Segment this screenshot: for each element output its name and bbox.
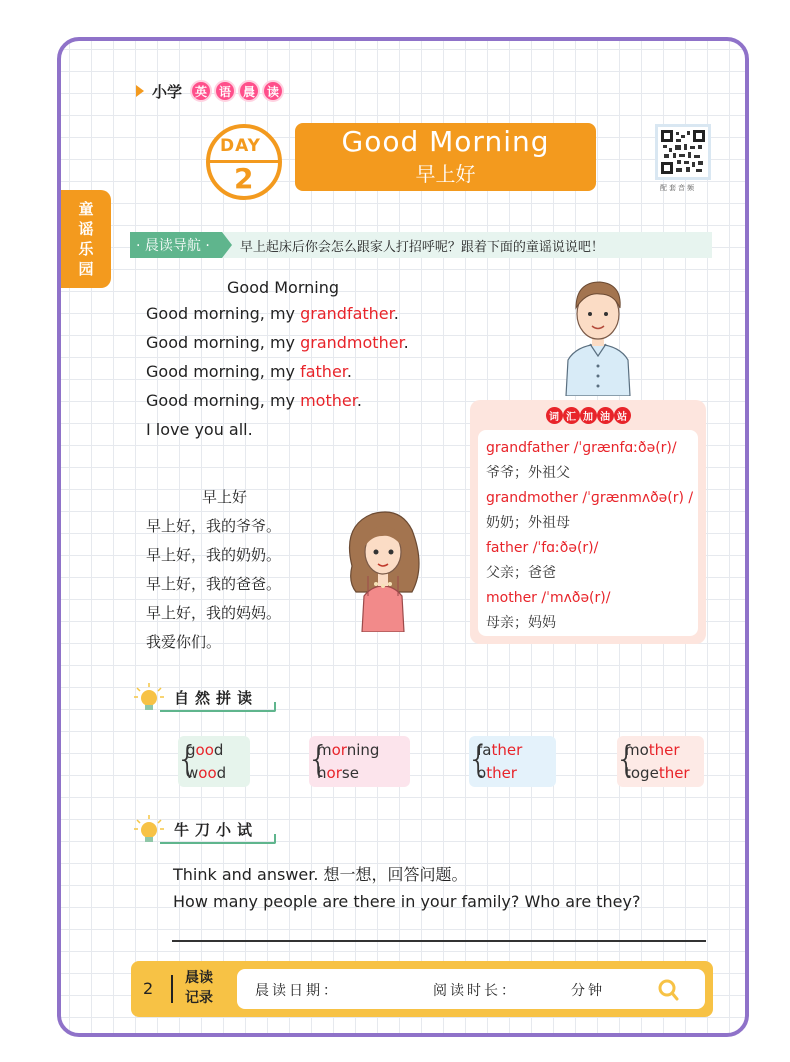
magnifier-icon (657, 978, 679, 1002)
phonics-word: together (625, 764, 690, 782)
phonics-group (309, 736, 410, 787)
practice-title: 牛刀小试 (174, 820, 259, 839)
father-illustration (552, 278, 644, 396)
reading-guide-text: 早上起床后你会怎么跟家人打招呼呢？跟着下面的童谣说说吧！ (239, 239, 604, 255)
phonics-word: { good (186, 741, 224, 759)
poem-line: 早上好，我的妈妈。 (146, 604, 282, 622)
series-header (136, 80, 282, 102)
vocab-meaning: 母亲；妈妈 (486, 615, 556, 631)
vocab-word: grandmother /ˈɡrænmʌðə(r) / (486, 490, 694, 506)
phonics-group (617, 736, 704, 787)
vocabulary-heading: 词 汇 加 油 站 (470, 405, 706, 424)
side-tab-char: 童 (78, 200, 94, 218)
vocab-meaning: 父亲；爸爸 (486, 565, 556, 581)
vocab-word: grandfather /ˈɡrænfɑːðə(r)/ (486, 440, 677, 456)
reading-record-label: 晨读 记录 (185, 970, 213, 1006)
vocabulary-card (478, 430, 698, 636)
triangle-icon (136, 85, 144, 97)
vocab-word: mother /ˈmʌðə(r)/ (486, 590, 611, 606)
lesson-title (295, 123, 596, 191)
side-tab-char: 园 (78, 260, 94, 278)
poem-line: Good morning, my grandmother. (146, 333, 409, 352)
series-bubble: 读 (262, 80, 284, 102)
minutes-label: 分钟 (571, 983, 605, 999)
phonics-word: { morning (317, 741, 380, 759)
poem-line: 早上好，我的爷爷。 (146, 517, 282, 535)
phonics-group (178, 736, 250, 787)
practice-question (173, 862, 640, 922)
vocab-meaning: 奶奶；外祖母 (486, 515, 570, 531)
day-number: 2 (234, 162, 254, 195)
phonics-group (469, 736, 556, 787)
answer-line[interactable] (172, 940, 706, 942)
practice-underline (160, 834, 276, 844)
side-tab-char: 谣 (78, 220, 94, 238)
poem-line: 早上好，我的爸爸。 (146, 575, 282, 593)
phonics-word: horse (317, 764, 359, 782)
poem-line: 我爱你们。 (146, 633, 222, 651)
reading-duration-label: 阅读时长： (433, 983, 518, 999)
poem-line: Good morning, my mother. (146, 391, 362, 410)
poem-english-title: Good Morning (227, 278, 339, 297)
series-bubble: 英 (190, 80, 212, 102)
series-prefix: 小学 (152, 82, 183, 101)
reading-guide-tag: · 晨读导航 · (130, 232, 222, 258)
poem-line: I love you all. (146, 420, 253, 439)
phonics-word: other (477, 764, 517, 782)
day-label: DAY (220, 136, 261, 156)
practice-question-text: How many people are there in your family? Who are they? (173, 892, 641, 911)
day-badge (206, 124, 282, 200)
phonics-word: { mother (625, 741, 680, 759)
practice-instruction: Think and answer. 想一想，回答问题。 (173, 865, 468, 884)
reading-record-footer (131, 961, 713, 1017)
poem-chinese-title: 早上好 (202, 488, 248, 506)
poem-chinese (146, 486, 281, 660)
reading-date-label: 晨读日期： (255, 983, 340, 999)
qr-caption: 配套音频 (660, 184, 696, 192)
vocabulary-box (470, 400, 706, 644)
qr-code[interactable] (655, 124, 711, 180)
reading-record-form (237, 969, 705, 1009)
series-bubble: 语 (214, 80, 236, 102)
phonics-title: 自然拼读 (174, 688, 259, 707)
qr-code-icon (661, 130, 705, 174)
footer-divider (171, 975, 173, 1003)
vocab-word: father /ˈfɑːðə(r)/ (486, 540, 599, 556)
side-tab-nursery-rhymes (61, 190, 111, 288)
poem-line: 早上好，我的奶奶。 (146, 546, 282, 564)
title-chinese: 早上好 (415, 162, 476, 186)
phonics-underline (160, 702, 276, 712)
reading-guide-bar (130, 232, 712, 258)
poem-line: Good morning, my father. (146, 362, 352, 381)
side-tab-char: 乐 (78, 240, 94, 258)
poem-line: Good morning, my grandfather. (146, 304, 399, 323)
title-english: Good Morning (341, 125, 550, 158)
series-bubble: 晨 (238, 80, 260, 102)
phonics-word: wood (186, 764, 227, 782)
mother-illustration (342, 506, 424, 632)
page-number: 2 (143, 979, 154, 998)
vocab-meaning: 爷爷；外祖父 (486, 465, 570, 481)
poem-english (146, 278, 409, 449)
phonics-word: { father (477, 741, 523, 759)
